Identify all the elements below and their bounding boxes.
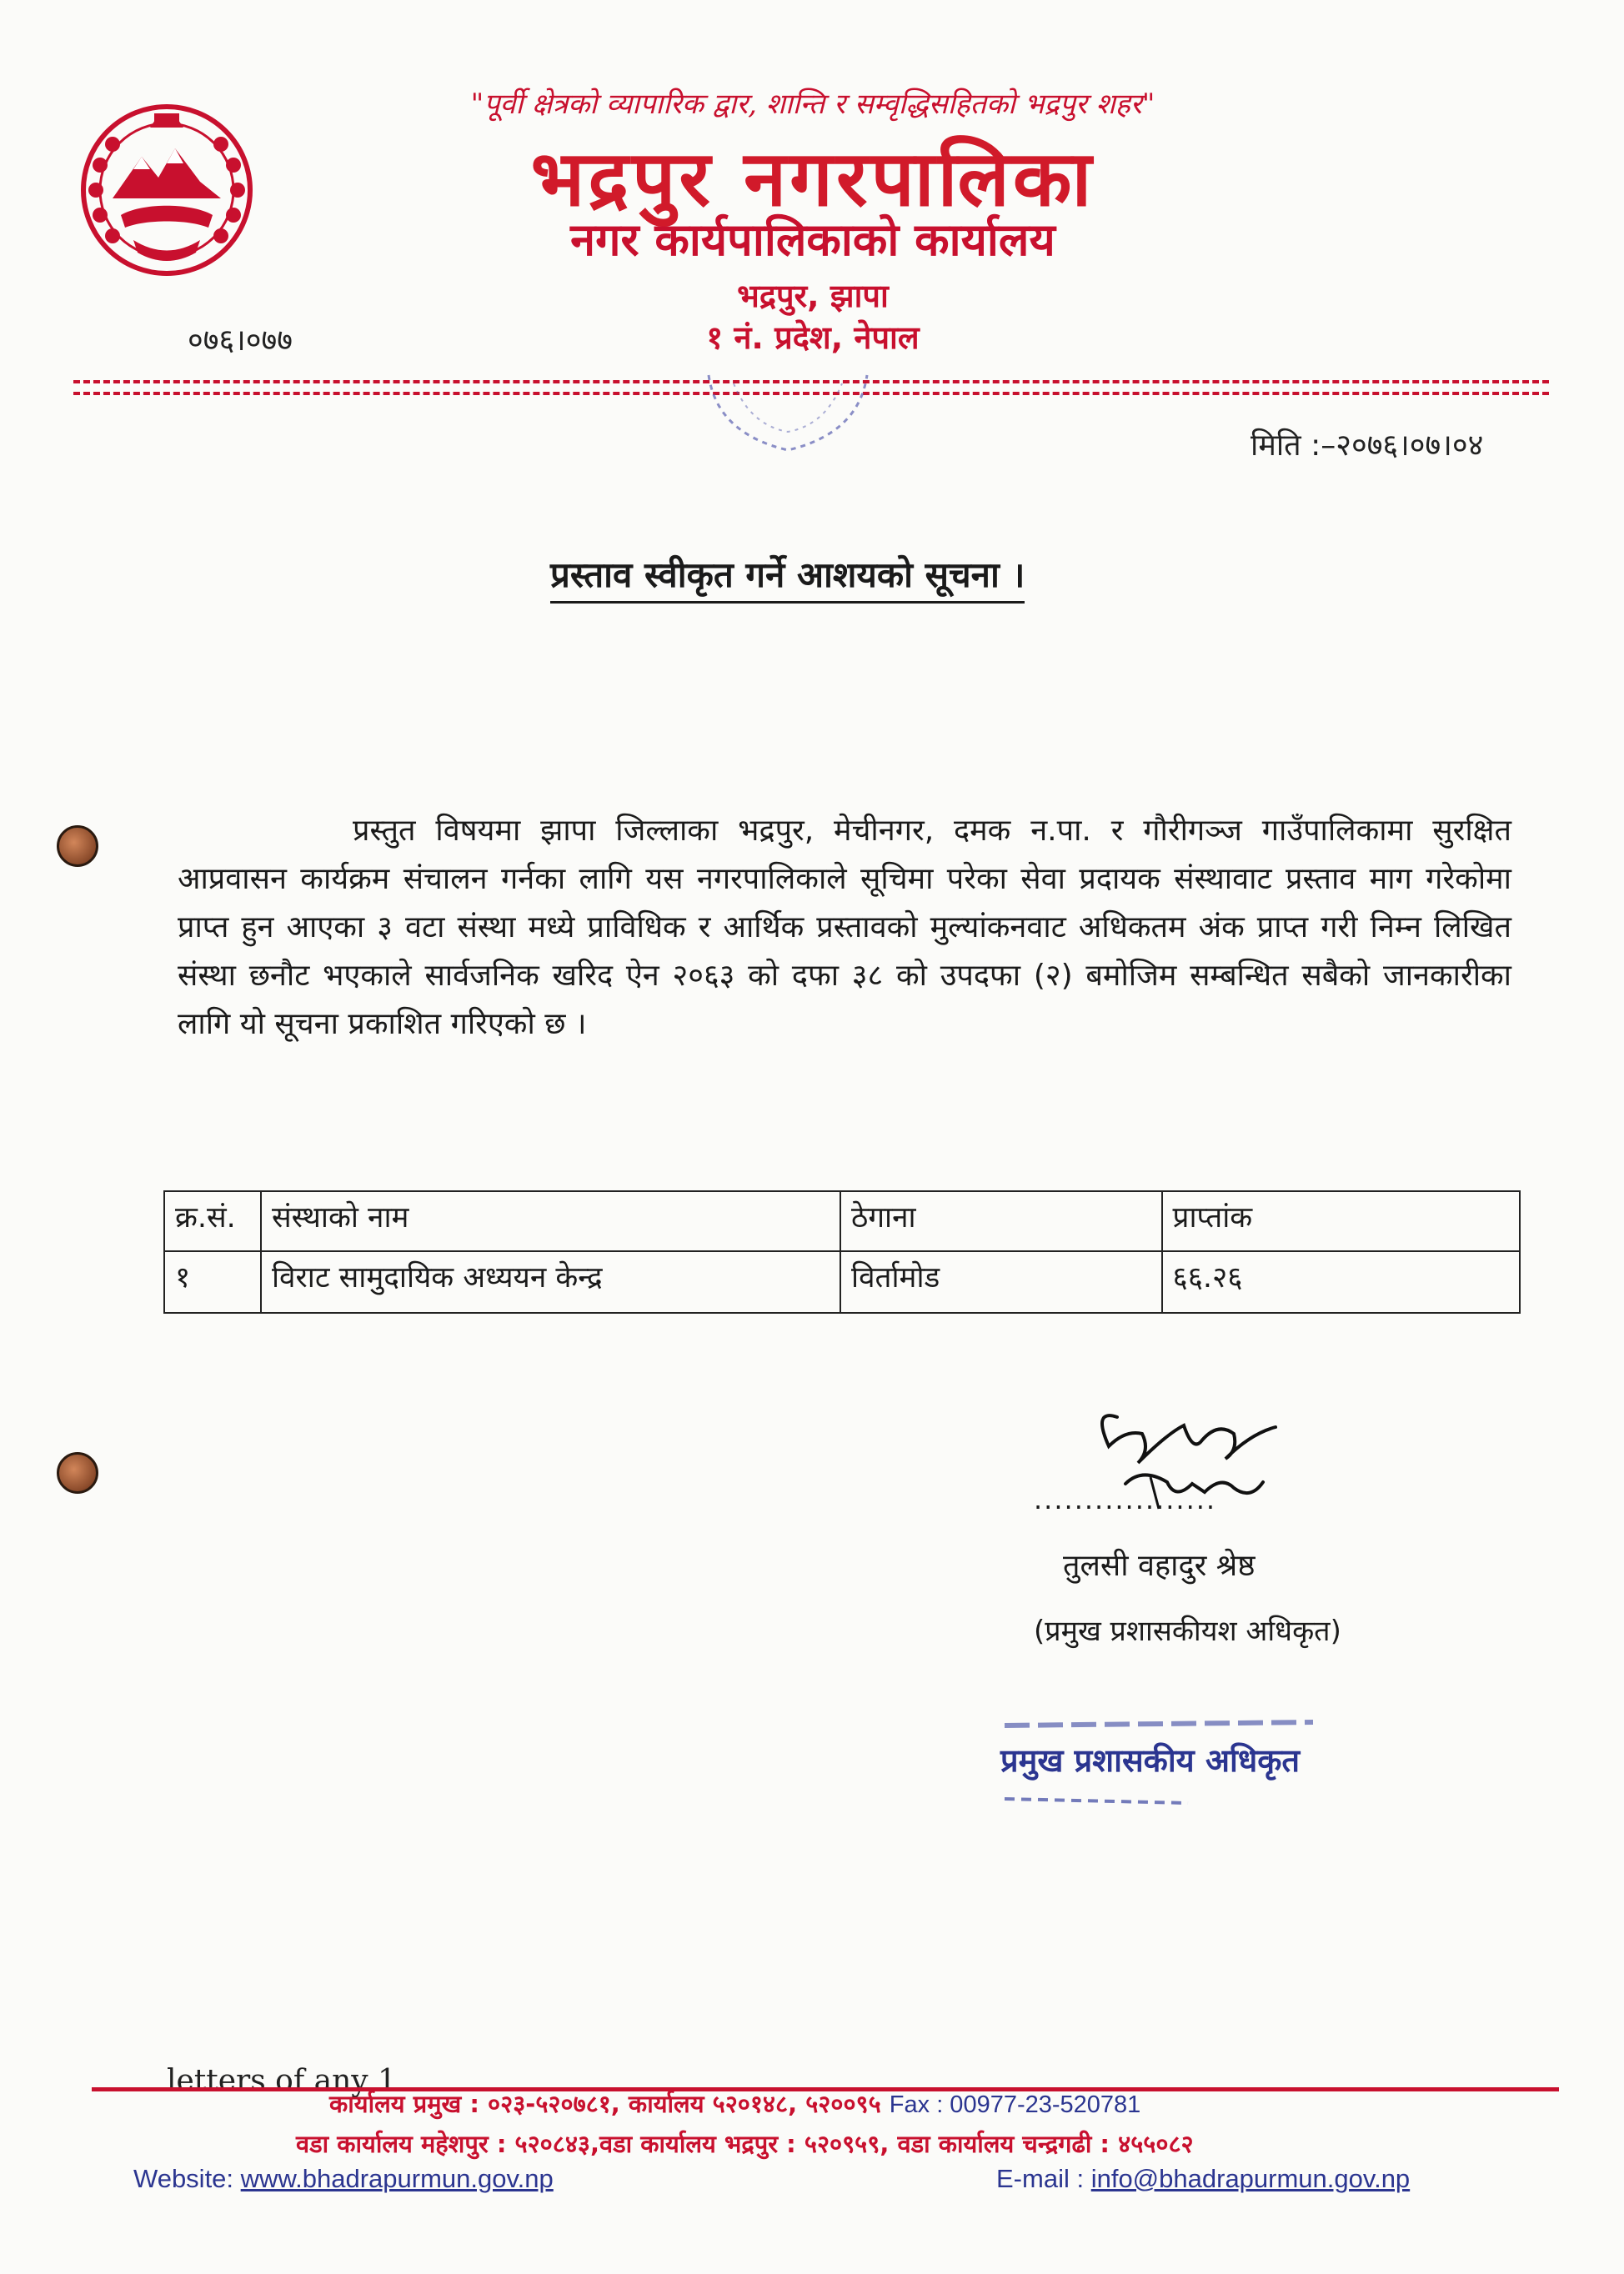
handwritten-signature xyxy=(1025,1384,1326,1559)
table-header-cell: प्राप्तांक xyxy=(1162,1191,1520,1251)
table-header-cell: ठेगाना xyxy=(840,1191,1162,1251)
footer-website xyxy=(133,2164,554,2194)
nepal-emblem-icon xyxy=(75,98,258,282)
signature-dots: .................. xyxy=(1034,1484,1217,1515)
notice-date: मिति :–२०७६।०७।०४ xyxy=(1251,428,1484,463)
footer-ward-phones: वडा कार्यालय महेशपुर : ५२०८४३,वडा कार्यालय भद्रपुर : ५२०९५९, वडा कार्यालय चन्द्रगढी : ४५५०८२ xyxy=(296,2130,1194,2158)
notice-body: प्रस्तुत विषयमा झापा जिल्लाका भद्रपुर, मेचीनगर, दमक न.पा. र गौरीगञ्ज गाउँपालिकामा सुरक्षित आप्रवासन कार्यक्रम संचालन गर्नका लागि यस नगरपालिकाले सूचिमा परेका सेवा प्रदायक संस्थावाट प्रस्ताव माग गरेकोमा प्राप्त हुन आएका ३ वटा संस्था मध्ये प्राविधिक र आर्थिक प्रस्तावको मुल्यांकनवाट अधिकतम अंक प्राप्त गरी निम्न लिखित संस्था छनौट भएकाले सार्वजनिक खरिद ऐन २०६३ को दफा ३८ को उपदफा (२) बमोजिम सम्बन्धित सबैको जानकारीका लागि यो सूचना प्रकाशित गरिएको छ । xyxy=(178,814,1511,1041)
table-cell: विराट सामुदायिक अध्ययन केन्द्र xyxy=(261,1251,840,1313)
email-link[interactable]: info@bhadrapurmun.gov.np xyxy=(1090,2164,1411,2193)
footer-handwritten-note: letters of any 1 xyxy=(167,2064,397,2098)
footer-phones: कार्यालय प्रमुख : ०२३-५२०७८१, कार्यालय ५२०१४८, ५२००९५ xyxy=(329,2090,881,2118)
office-location: भद्रपुर, झापा xyxy=(737,278,889,314)
office-province: १ नं. प्रदेश, नेपाल xyxy=(706,319,920,356)
table-header-row xyxy=(164,1191,1520,1251)
table-cell: ६६.२६ xyxy=(1162,1251,1520,1313)
punch-hole xyxy=(57,825,98,867)
signatory-title: (प्रमुख प्रशासकीयश अधिकृत) xyxy=(1034,1615,1341,1648)
notice-subject: प्रस्ताव स्वीकृत गर्ने आशयको सूचना । xyxy=(550,550,1025,604)
signatory-name: तुलसी वहादुर श्रेष्ठ xyxy=(1063,1549,1256,1583)
designation-stamp-text: प्रमुख प्रशासकीय अधिकृत xyxy=(1000,1742,1301,1779)
municipality-motto: "पूर्वी क्षेत्रको व्यापारिक द्वार, शान्ति र सम्वृद्धिसहितको भद्रपुर शहर" xyxy=(470,88,1155,121)
footer-phone-line xyxy=(329,2087,1140,2120)
website-label: Website: xyxy=(133,2164,234,2193)
footer-fax: Fax : 00977-23-520781 xyxy=(889,2091,1141,2118)
selected-organization-table xyxy=(163,1190,1521,1314)
municipality-name: भद्रपुर नगरपालिका xyxy=(530,134,1095,223)
punch-hole xyxy=(57,1452,98,1494)
table-header-cell: क्र.सं. xyxy=(164,1191,261,1251)
website-link[interactable]: www.bhadrapurmun.gov.np xyxy=(240,2164,554,2193)
email-label: E-mail : xyxy=(996,2164,1085,2193)
office-stamp-icon xyxy=(700,367,875,458)
footer-email xyxy=(996,2164,1410,2194)
office-name: नगर कार्यपालिकाको कार्यालय xyxy=(570,213,1055,266)
fiscal-year: ०७६।०७७ xyxy=(188,323,293,358)
table-header-cell: संस्थाको नाम xyxy=(261,1191,840,1251)
table-cell: विर्तामोड xyxy=(840,1251,1162,1313)
table-cell: १ xyxy=(164,1251,261,1313)
table-row xyxy=(164,1251,1520,1313)
